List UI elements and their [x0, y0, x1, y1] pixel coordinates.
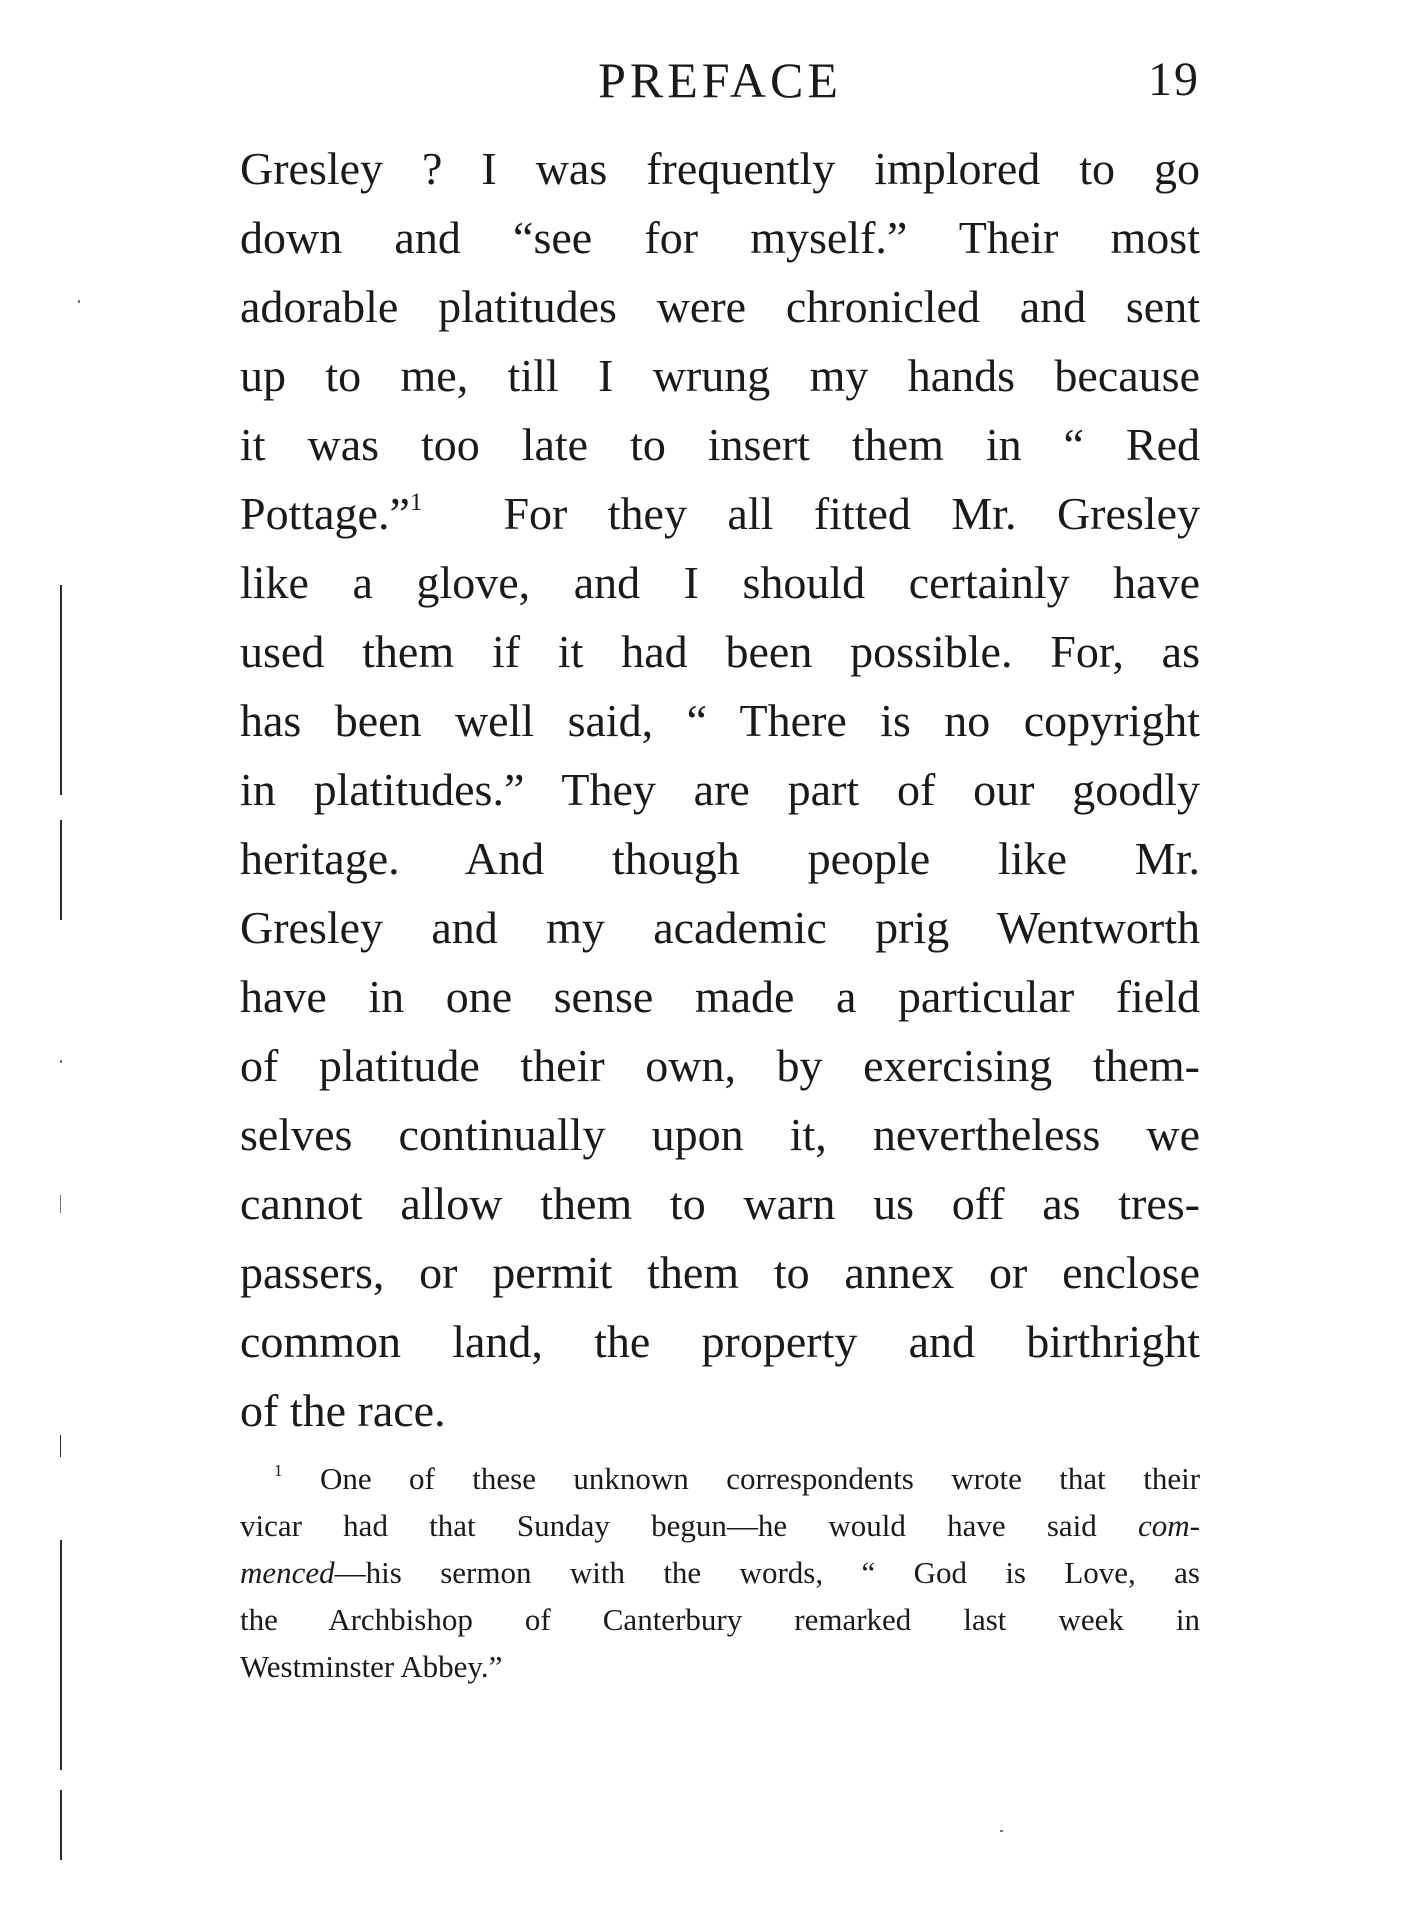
- scan-artifact: [60, 1540, 62, 1770]
- text-line: [240, 479, 1200, 548]
- scan-artifact: [60, 1790, 62, 1860]
- text-line: cannot allow them to warn us off as tres-: [240, 1178, 1200, 1229]
- text-line: it was too late to insert them in “ Red: [240, 419, 1200, 470]
- footnote-reference: 1: [409, 488, 423, 517]
- footnote-text: —his sermon with the words, “ God is Love, as: [334, 1555, 1200, 1590]
- footnote-marker: 1: [274, 1461, 283, 1481]
- text-line: used them if it had been possible. For, as: [240, 626, 1200, 677]
- scan-artifact: [60, 820, 62, 920]
- text-line: have in one sense made a particular field: [240, 971, 1200, 1022]
- footnote-line: [240, 1455, 1200, 1502]
- footnote-text: One of these unknown correspondents wrote that their: [319, 1461, 1201, 1496]
- scan-speck: [60, 1060, 62, 1063]
- footnote-italic-text: menced: [240, 1555, 335, 1590]
- footnote-italic-text: com-: [1138, 1508, 1201, 1543]
- text-line: like a glove, and I should certainly have: [240, 557, 1200, 608]
- scan-artifact: [60, 585, 62, 795]
- text-line: Gresley ? I was frequently implored to go: [240, 143, 1200, 194]
- text-line: down and “see for myself.” Their most: [240, 212, 1200, 263]
- page-title: PREFACE: [598, 52, 842, 108]
- text-line: has been well said, “ There is no copyright: [240, 695, 1200, 746]
- footnote: [240, 1455, 1200, 1690]
- text-segment: For they all fitted Mr. Gresley: [503, 488, 1201, 539]
- running-head: [240, 50, 1200, 110]
- body-text: [240, 134, 1200, 1445]
- text-line: passers, or permit them to annex or enclose: [240, 1247, 1200, 1298]
- text-line: in platitudes.” They are part of our goodly: [240, 764, 1200, 815]
- text-line: common land, the property and birthright: [240, 1316, 1200, 1367]
- footnote-line: Westminster Abbey.”: [240, 1649, 503, 1684]
- text-segment: Pottage.”: [240, 488, 410, 539]
- text-line: of the race.: [240, 1385, 446, 1436]
- scan-artifact: [60, 1435, 61, 1457]
- scan-speck: [1000, 1830, 1003, 1832]
- text-line: up to me, till I wrung my hands because: [240, 350, 1200, 401]
- text-line: Gresley and my academic prig Wentworth: [240, 902, 1200, 953]
- footnote-line: [240, 1549, 1200, 1596]
- footnote-text: vicar had that Sunday begun—he would have said: [240, 1508, 1097, 1543]
- text-line: heritage. And though people like Mr.: [240, 833, 1200, 884]
- scan-speck: [78, 300, 80, 303]
- text-line: adorable platitudes were chronicled and sent: [240, 281, 1200, 332]
- scan-speck: [60, 1195, 61, 1213]
- page-number: 19: [1148, 53, 1200, 106]
- text-line: of platitude their own, by exercising them-: [240, 1040, 1200, 1091]
- footnote-line: [240, 1502, 1200, 1549]
- footnote-line: the Archbishop of Canterbury remarked last week in: [240, 1602, 1200, 1637]
- text-line: selves continually upon it, nevertheless we: [240, 1109, 1200, 1160]
